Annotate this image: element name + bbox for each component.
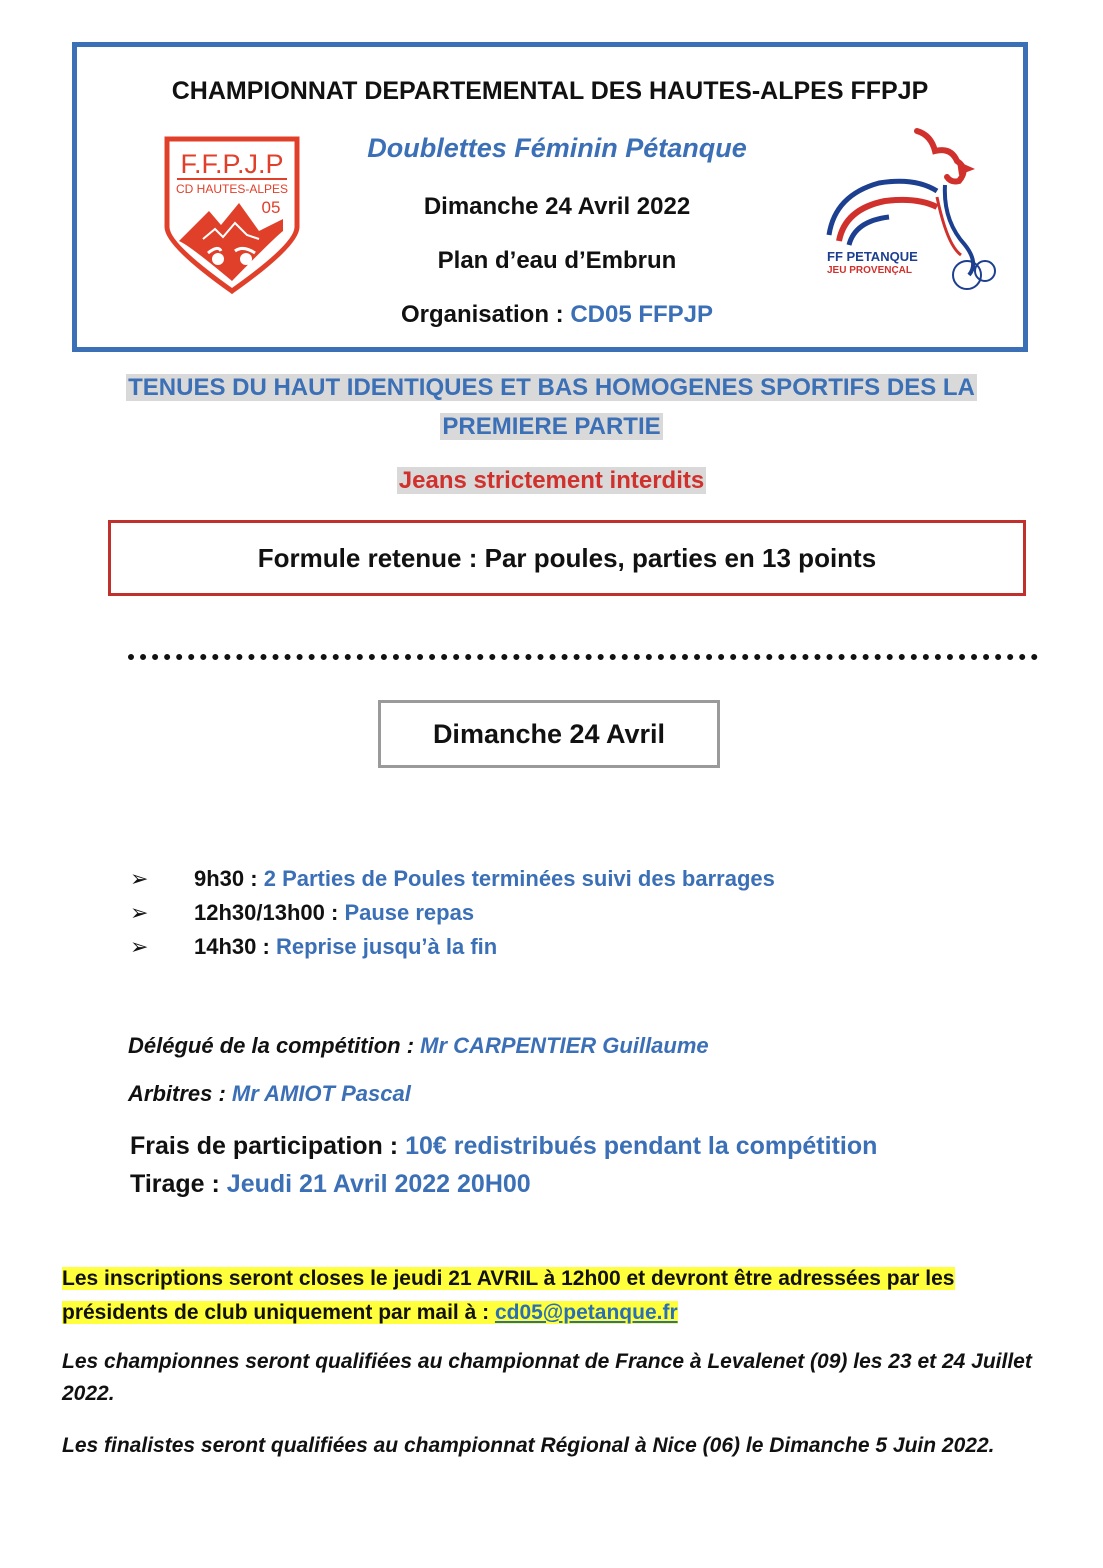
frais-label: Frais de participation : [130, 1132, 399, 1160]
dotted-separator [128, 654, 1038, 660]
ff-petanque-logo [819, 125, 999, 295]
frais-line [130, 1132, 877, 1161]
tirage-line [130, 1170, 531, 1199]
logo-right-line1: FF PETANQUE [827, 249, 918, 264]
event-type: Doublettes Féminin Pétanque [367, 133, 747, 163]
inscriptions-line1: Les inscriptions seront closes le jeudi 21 AVRIL à 12h00 et devront être adressées par les [62, 1267, 955, 1290]
arbitres-line [128, 1081, 411, 1107]
schedule-desc: Reprise jusqu’à la fin [275, 934, 498, 959]
arrow-bullet-icon: ➢ [130, 866, 149, 891]
rooster-icon [819, 125, 999, 295]
jeans-forbidden: Jeans strictement interdits [398, 467, 705, 494]
ffpjp-shield-icon [163, 135, 301, 295]
championship-title: CHAMPIONNAT DEPARTEMENTAL DES HAUTES-ALPES FFPJP [171, 77, 929, 105]
arrow-bullet-icon: ➢ [130, 934, 149, 959]
arbitres-label: Arbitres : [128, 1081, 226, 1106]
arbitres-value: Mr AMIOT Pascal [231, 1081, 411, 1106]
day-title: Dimanche 24 Avril [378, 700, 720, 768]
schedule-desc: 2 Parties de Poules terminées suivi des barrages [263, 866, 775, 891]
inscriptions-line2: présidents de club uniquement par mail à : cd05@petanque.fr [62, 1301, 678, 1324]
formula-box: Formule retenue : Par poules, parties en 13 points [108, 520, 1026, 596]
schedule-desc: Pause repas [344, 900, 475, 925]
email-link[interactable]: cd05@petanque.fr [494, 1301, 678, 1324]
logo-right-line2: JEU PROVENÇAL [827, 265, 913, 276]
organisation-value: CD05 FFPJP [570, 301, 714, 328]
logo-left-line3: 05 [261, 198, 281, 217]
champions-qualification: Les championnes seront qualifiées au championnat de France à Levalenet (09) les 23 et 24 Juillet 2022. [62, 1350, 1032, 1405]
event-location: Plan d’eau d’Embrun [437, 247, 677, 274]
frais-value: 10€ redistribués pendant la compétition [405, 1132, 878, 1160]
logo-left-line2: CD HAUTES-ALPES [175, 182, 289, 196]
delegue-value: Mr CARPENTIER Guillaume [420, 1033, 709, 1058]
logo-left-line1: F.F.P.J.P [180, 149, 284, 179]
schedule-time: 12h30/13h00 : [194, 900, 339, 925]
organisation-label: Organisation : [400, 301, 564, 328]
delegue-line [128, 1033, 709, 1059]
delegue-label: Délégué de la compétition : [128, 1033, 415, 1058]
header-box [72, 42, 1028, 352]
schedule-time: 9h30 : [194, 866, 258, 891]
dress-code-line1: TENUES DU HAUT IDENTIQUES ET BAS HOMOGENES SPORTIFS DES LA [128, 374, 975, 401]
dress-code-line2: PREMIERE PARTIE [442, 413, 661, 440]
event-date: Dimanche 24 Avril 2022 [423, 193, 691, 220]
ffpjp-cd05-logo [163, 135, 301, 295]
finalists-qualification: Les finalistes seront qualifiées au championnat Régional à Nice (06) le Dimanche 5 Juin 2022. [62, 1434, 995, 1457]
tirage-label: Tirage : [130, 1170, 220, 1198]
organisation-line [337, 301, 777, 329]
tirage-value: Jeudi 21 Avril 2022 20H00 [226, 1170, 531, 1198]
arrow-bullet-icon: ➢ [130, 900, 149, 925]
schedule-time: 14h30 : [194, 934, 270, 959]
